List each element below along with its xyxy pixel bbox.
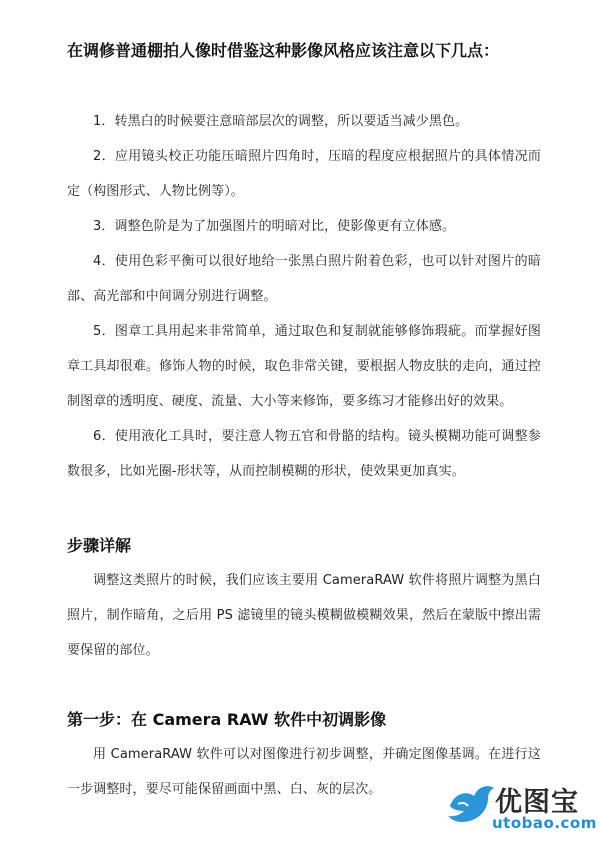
section-heading-steps: 步骤详解 (67, 536, 132, 555)
tip-item-3: 3．调整色阶是为了加强图片的明暗对比，使影像更有立体感。 (93, 219, 456, 234)
watermark-brand: 优图宝 (495, 787, 579, 818)
page-title: 在调修普通棚拍人像时借鉴这种影像风格应该注意以下几点： (67, 41, 500, 60)
bird-logo-icon (444, 776, 498, 830)
watermark (440, 770, 600, 841)
section-step1-text: 用 CameraRAW 软件可以对图像进行初步调整，并确定图像基调。在进行这一步调整时，要尽可能保留画面中黑、白、灰的层次。 (67, 747, 541, 797)
watermark-url: utobao.com (492, 814, 597, 832)
tip-item-1: 1．转黑白的时候要注意暗部层次的调整，所以要适当减少黑色。 (93, 114, 469, 129)
tip-item-4: 4．使用色彩平衡可以很好地给一张黑白照片附着色彩，也可以针对图片的暗部、高光部和中间调分别进行调整。 (67, 254, 541, 304)
tip-item-5: 5．图章工具用起来非常简单，通过取色和复制就能够修饰瑕疵。而掌握好图章工具却很难。修饰人物的时候，取色非常关键，要根据人物皮肤的走向，通过控制图章的透明度、硬度、流量、大小等来修饰，要多练习才能修出好的效果。 (67, 324, 541, 409)
section-heading-step1: 第一步：在 Camera RAW 软件中初调影像 (67, 710, 387, 729)
tip-item-2: 2．应用镜头校正功能压暗照片四角时，压暗的程度应根据照片的具体情况而定（构图形式、人物比例等）。 (67, 149, 541, 199)
section-steps-text: 调整这类照片的时候，我们应该主要用 CameraRAW 软件将照片调整为黑白照片，制作暗角，之后用 PS 滤镜里的镜头模糊做模糊效果，然后在蒙版中擦出需要保留的部位。 (67, 573, 541, 658)
tip-item-6: 6．使用液化工具时，要注意人物五官和骨骼的结构。镜头模糊功能可调整参数很多，比如光圈-形状等，从而控制模糊的形状，使效果更加真实。 (67, 429, 541, 479)
